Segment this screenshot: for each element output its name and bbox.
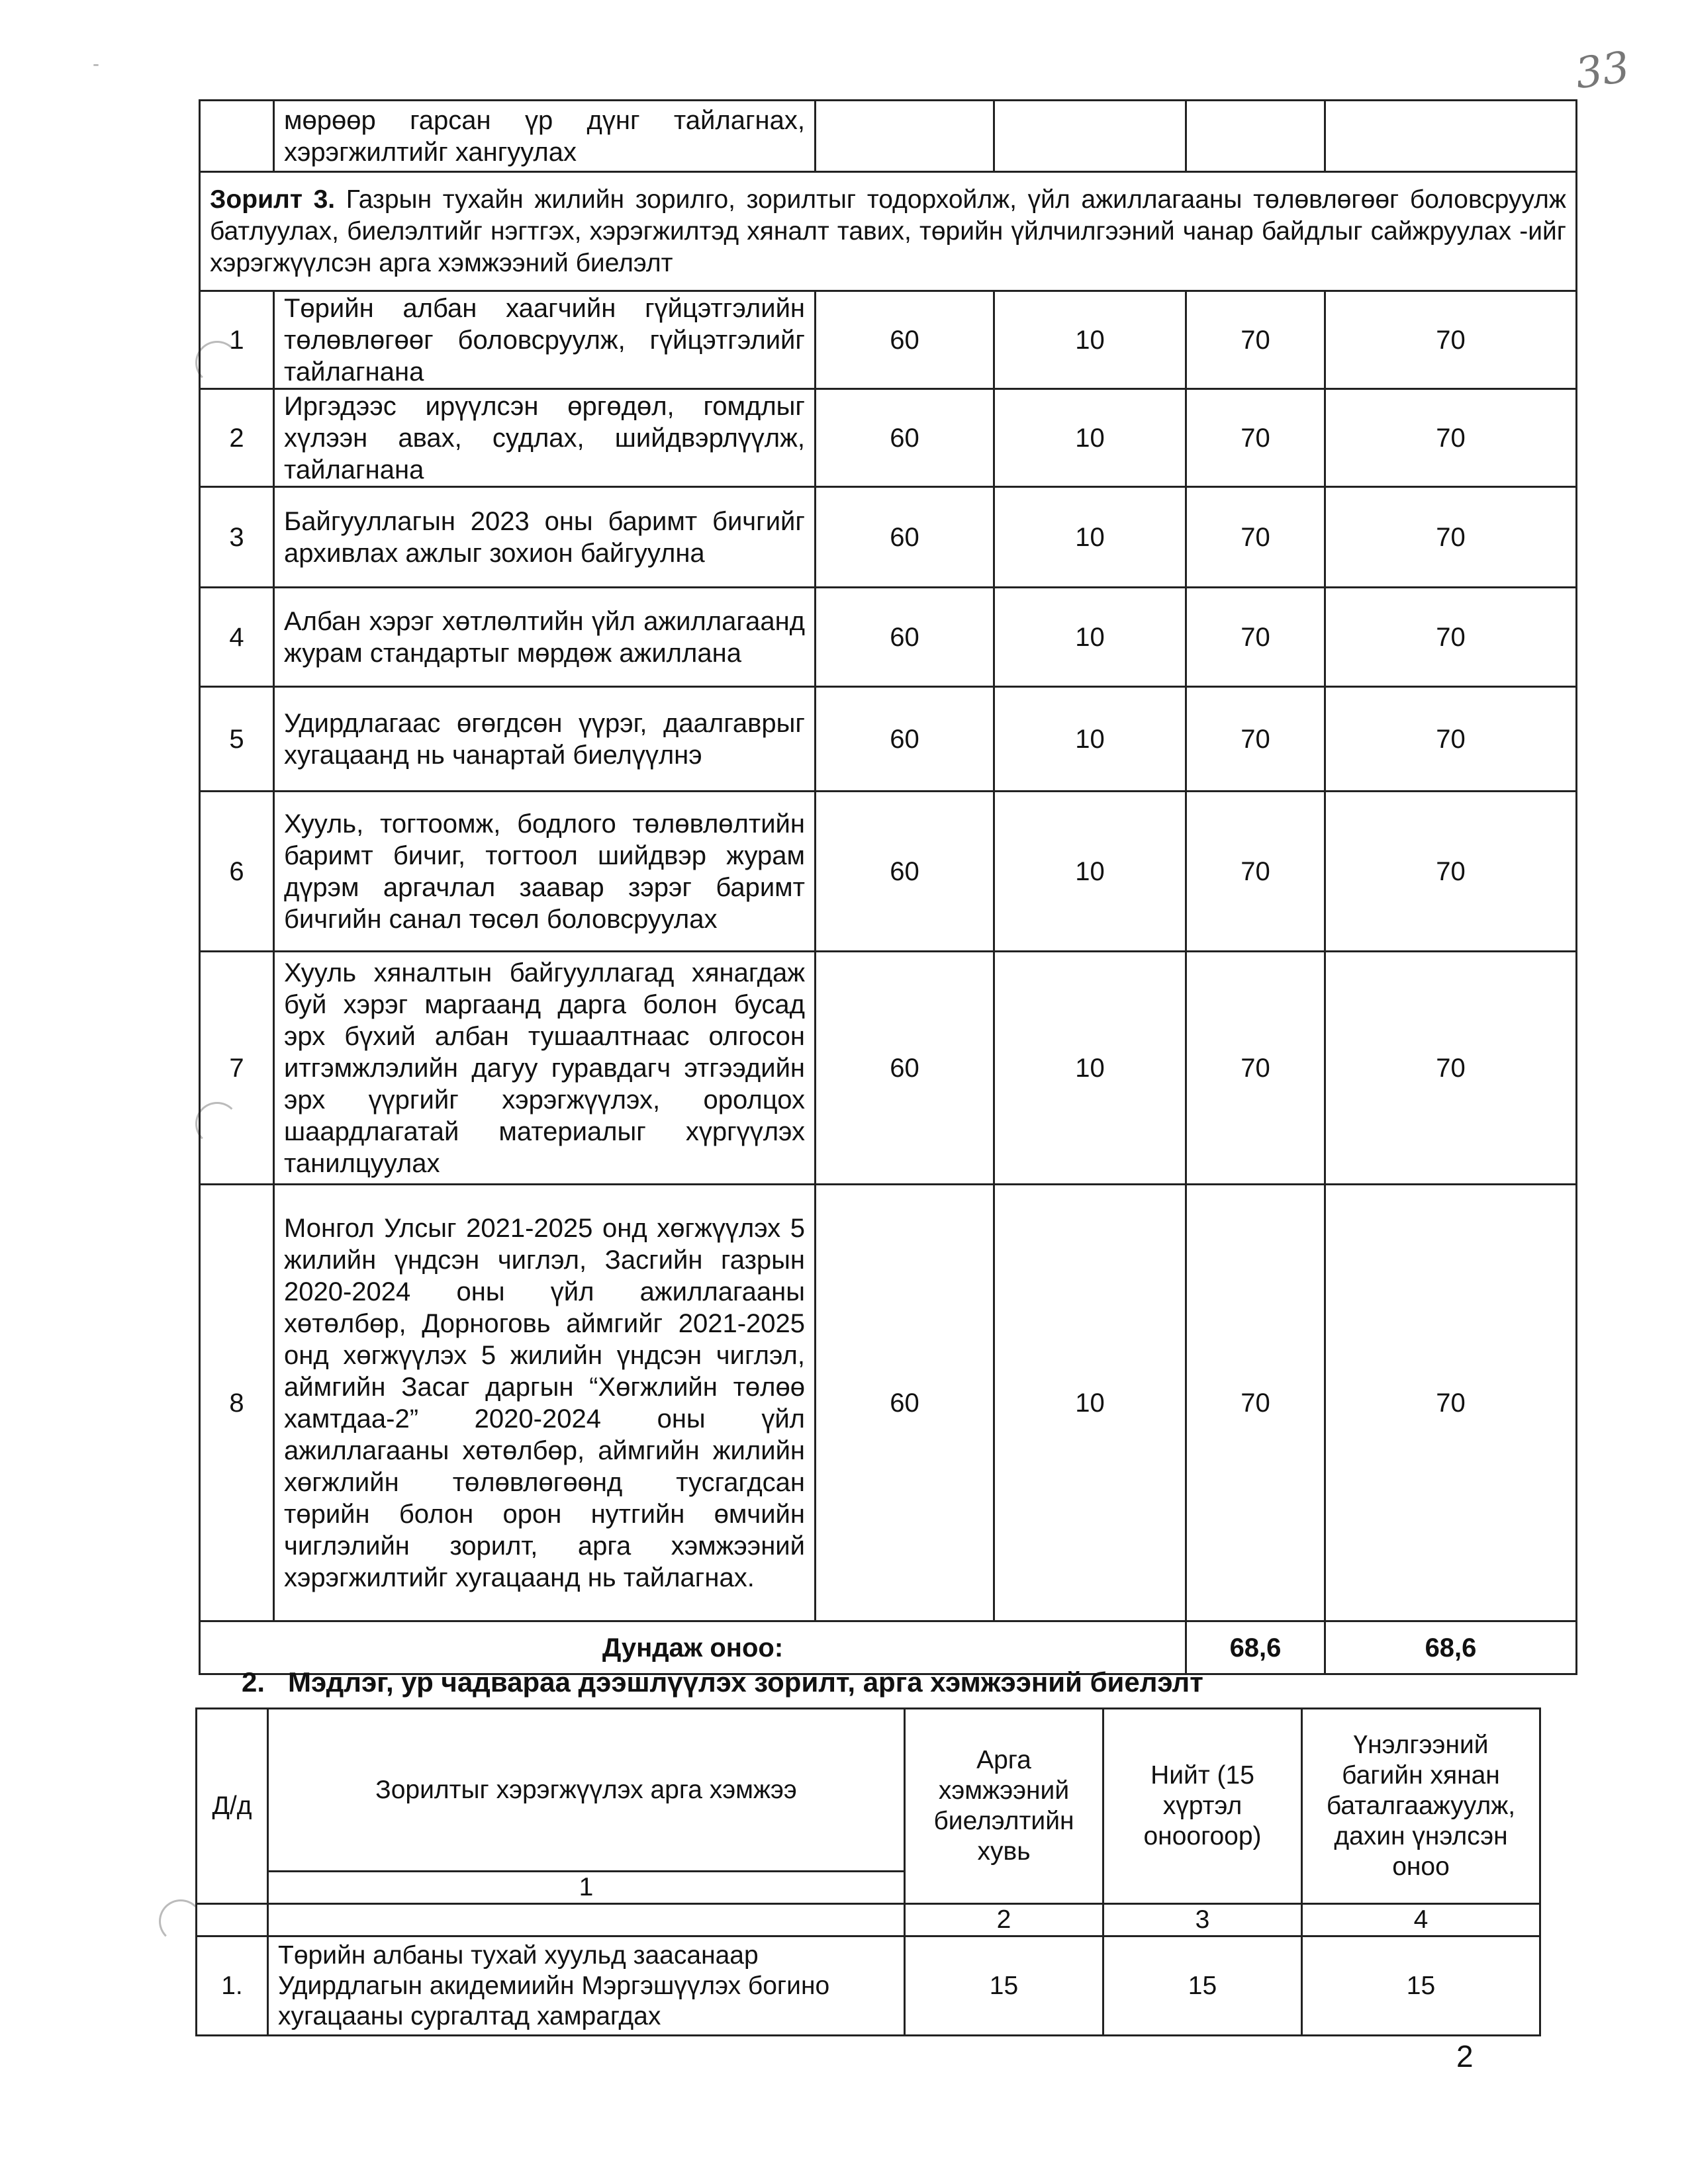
row-text: Төрийн албан хаагчийн гүйцэтгэлийн төлөвлөгөөг боловсруулж, гүйцэтгэлийг тайлагнана xyxy=(274,291,816,389)
table-row xyxy=(200,389,1577,487)
row-number: 2 xyxy=(200,389,274,487)
row-number: 6 xyxy=(200,792,274,952)
scan-speck: - xyxy=(93,53,99,75)
goal-description xyxy=(200,172,1577,291)
cell-empty xyxy=(200,101,274,172)
table-row xyxy=(200,1185,1577,1621)
index-cell: 2 xyxy=(905,1904,1103,1936)
continued-text: мөрөөр гарсан үр дүнг тайлагнах, хэрэгжилтийг хангуулах xyxy=(274,101,816,172)
cell-value: 10 xyxy=(994,687,1186,792)
average-label: Дундаж оноо: xyxy=(200,1621,1186,1674)
cell-value: 60 xyxy=(816,487,994,588)
cell-value: 70 xyxy=(1325,952,1577,1185)
table-row xyxy=(200,792,1577,952)
cell-value: 10 xyxy=(994,792,1186,952)
table-row xyxy=(200,487,1577,588)
table-row xyxy=(200,952,1577,1185)
table-row xyxy=(197,1936,1540,2036)
cell-value: 10 xyxy=(994,389,1186,487)
row-text: Монгол Улсыг 2021-2025 онд хөгжүүлэх 5 жилийн үндсэн чиглэл, Засгийн газрын 2020-2024 оны үйл ажиллагааны хөтөлбөр, Дорноговь аймгийг 2021-2025 онд хөгжүүлэх 5 жилийн үндсэн чиглэл, аймгийн Засаг даргын “Хөгжлийн төлөө хамтдаа-2” 2020-2024 оны үйл ажиллагааны хөтөлбөр, аймгийн жилийн хөгжлийн төлөвлөгөөнд тусгагдсан төрийн болон орон нутгийн өмчийн чиглэлийн зорилт, арга хэмжээний хэрэгжилтийг хугацаанд нь тайлагнах. xyxy=(274,1185,816,1621)
row-text: Албан хэрэг хөтлөлтийн үйл ажиллагаанд журам стандартыг мөрдөж ажиллана xyxy=(274,588,816,687)
cell-empty xyxy=(1186,101,1325,172)
table-row xyxy=(200,588,1577,687)
cell-value: 60 xyxy=(816,952,994,1185)
cell-value: 70 xyxy=(1325,389,1577,487)
cell-value: 70 xyxy=(1325,487,1577,588)
cell-empty xyxy=(816,101,994,172)
cell-value: 15 xyxy=(1302,1936,1540,2036)
cell-value: 70 xyxy=(1325,588,1577,687)
section-title-text: Мэдлэг, ур чадвараа дээшлүүлэх зорилт, арга хэмжээний биелэлт xyxy=(288,1666,1203,1698)
cell-value: 60 xyxy=(816,792,994,952)
cell-value: 70 xyxy=(1186,1185,1325,1621)
header-measure: Зорилтыг хэрэгжүүлэх арга хэмжээ xyxy=(268,1709,905,1872)
table-row xyxy=(200,291,1577,389)
cell-value: 10 xyxy=(994,291,1186,389)
average-value: 68,6 xyxy=(1186,1621,1325,1674)
skills-table xyxy=(195,1707,1541,2036)
cell-value: 70 xyxy=(1325,291,1577,389)
handwritten-page-number: 33 xyxy=(1572,42,1633,99)
cell-empty xyxy=(994,101,1186,172)
continued-row xyxy=(200,101,1577,172)
cell-value: 70 xyxy=(1186,792,1325,952)
cell-value: 70 xyxy=(1325,792,1577,952)
header-review: Үнэлгээний багийн хянан баталгаажуулж, дахин үнэлсэн оноо xyxy=(1302,1709,1540,1904)
index-row-2 xyxy=(197,1904,1540,1936)
header-total: Нийт (15 хүртэл оноогоор) xyxy=(1103,1709,1302,1904)
cell-empty xyxy=(268,1904,905,1936)
row-text: Иргэдээс ирүүлсэн өргөдөл, гомдлыг хүлээн авах, судлах, шийдвэрлүүлж, тайлагнана xyxy=(274,389,816,487)
cell-value: 60 xyxy=(816,389,994,487)
cell-value: 60 xyxy=(816,1185,994,1621)
section-title xyxy=(242,1666,1203,1698)
row-number: 4 xyxy=(200,588,274,687)
cell-value: 70 xyxy=(1186,487,1325,588)
row-number: 1. xyxy=(197,1936,268,2036)
goal-header-row xyxy=(200,172,1577,291)
cell-value: 70 xyxy=(1325,1185,1577,1621)
page-number: 2 xyxy=(1456,2039,1474,2073)
index-cell: 3 xyxy=(1103,1904,1302,1936)
cell-value: 10 xyxy=(994,952,1186,1185)
row-text: Төрийн албаны тухай хуульд заасанаар Удирдлагын акидемиийн Мэргэшүүлэх богино хугацааны сургалтад хамрагдах xyxy=(268,1936,905,2036)
goal-text: Газрын тухайн жилийн зорилго, зорилтыг тодорхойлж, үйл ажиллагааны төлөвлөгөөг боловсруулж батлуулах, биелэлтийг нэгтгэх, хэрэгжилтэд хяналт тавих, төрийн үйлчилгээний чанар байдлыг сайжруулах -ийг хэрэгжүүлсэн арга хэмжээний биелэлт xyxy=(210,185,1566,277)
cell-value: 10 xyxy=(994,588,1186,687)
cell-value: 70 xyxy=(1186,952,1325,1185)
cell-value: 60 xyxy=(816,291,994,389)
cell-value: 10 xyxy=(994,487,1186,588)
index-cell: 1 xyxy=(268,1872,905,1904)
row-number: 1 xyxy=(200,291,274,389)
row-text: Удирдлагаас өгөгдсөн үүрэг, даалгаврыг хугацаанд нь чанартай биелүүлнэ xyxy=(274,687,816,792)
cell-empty xyxy=(197,1904,268,1936)
cell-value: 60 xyxy=(816,687,994,792)
cell-value: 70 xyxy=(1186,291,1325,389)
cell-value: 10 xyxy=(994,1185,1186,1621)
row-number: 5 xyxy=(200,687,274,792)
average-review-value: 68,6 xyxy=(1325,1621,1577,1674)
table-row xyxy=(200,687,1577,792)
row-number: 8 xyxy=(200,1185,274,1621)
cell-value: 70 xyxy=(1186,588,1325,687)
row-text: Хууль хяналтын байгууллагад хянагдаж буй хэрэг маргаанд дарга болон бусад эрх бүхий албан тушаалтнаас олгосон итгэмжлэлийн дагуу гуравдагч этгээдийн эрх үүргийг хэрэгжүүлэх, оролцох шаардлагатай материалыг хүргүүлэх танилцуулах xyxy=(274,952,816,1185)
row-text: Хууль, тогтоомж, бодлого төлөвлөлтийн баримт бичиг, тогтоол шийдвэр журам дүрэм аргачлал заавар зэрэг баримт бичгийн санал төсөл боловсруулах xyxy=(274,792,816,952)
section-number: 2. xyxy=(242,1666,265,1698)
cell-value: 70 xyxy=(1325,687,1577,792)
header-row xyxy=(197,1709,1540,1872)
index-cell: 4 xyxy=(1302,1904,1540,1936)
cell-empty xyxy=(1325,101,1577,172)
row-text: Байгууллагын 2023 оны баримт бичгийг архивлах ажлыг зохион байгуулна xyxy=(274,487,816,588)
cell-value: 60 xyxy=(816,588,994,687)
row-number: 7 xyxy=(200,952,274,1185)
cell-value: 70 xyxy=(1186,389,1325,487)
header-no: Д/д xyxy=(197,1709,268,1904)
row-number: 3 xyxy=(200,487,274,588)
cell-value: 70 xyxy=(1186,687,1325,792)
cell-value: 15 xyxy=(905,1936,1103,2036)
goal-prefix: Зорилт 3. xyxy=(210,185,336,214)
cell-value: 15 xyxy=(1103,1936,1302,2036)
goal-table xyxy=(199,99,1577,1675)
header-percent: Арга хэмжээний биелэлтийн хувь xyxy=(905,1709,1103,1904)
